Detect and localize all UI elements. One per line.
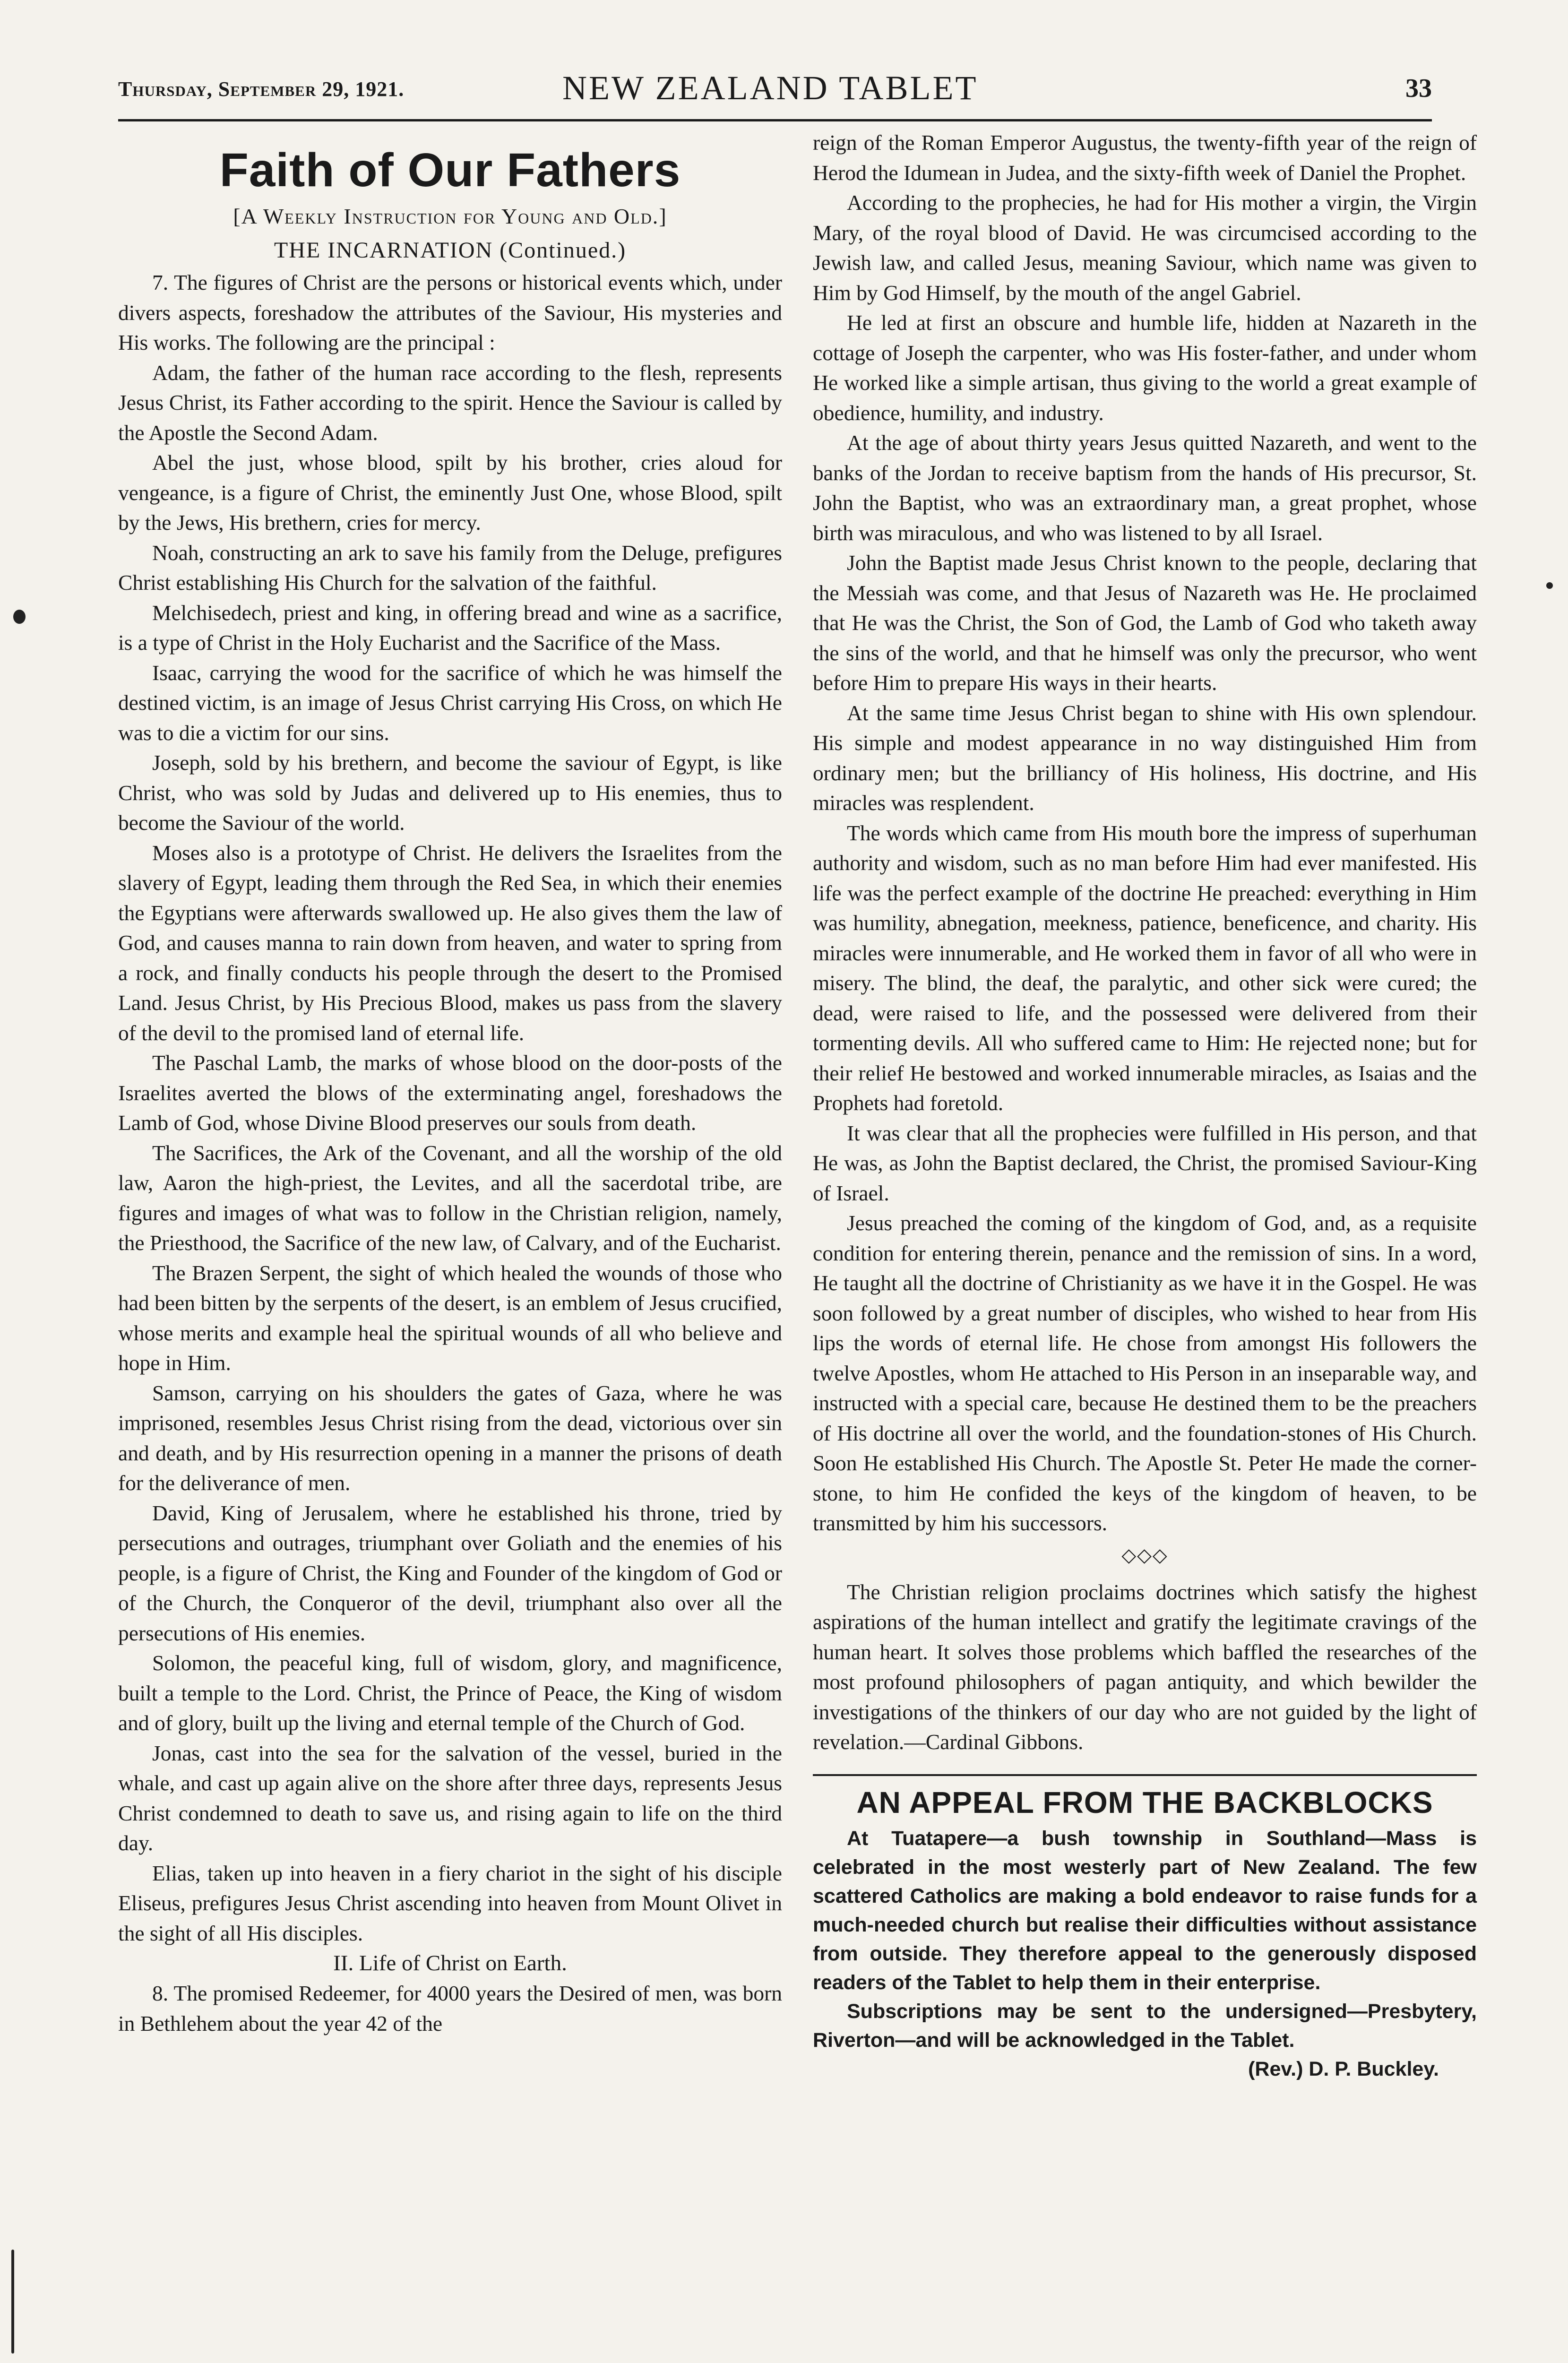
appeal-signature: (Rev.) D. P. Buckley. — [1248, 2057, 1439, 2080]
paragraph: 7. The figures of Christ are the persons or historical events which, under divers aspects, foreshadow the attributes of the Saviour, His mysteries and His works. The following are the principal : — [118, 270, 782, 354]
paragraph: Jesus preached the coming of the kingdom of God, and, as a requisite condition for entering therein, penance and the remission of sins. In a word, He taught all the doctrine of Christianity as we have it in the Gospel. He was soon followed by a great number of disciples, who wished to hear from His lips the words of eternal life. He chose from amongst His followers the twelve Apostles, whom He attached to His Person in an inseparable way, and instructed with a special care, because He destined them to be the preachers of His doctrine all over the world, and the foundation-stones of His Church. Soon He established His Church. The Apostle St. Peter He made the corner-stone, to him He confided the keys of the kingdom of heaven, to be transmitted by him his successors. — [813, 1211, 1477, 1535]
paragraph: According to the prophecies, he had for His mother a virgin, the Virgin Mary, of the royal blood of David. He was circumcised according to the Jewish law, and called Jesus, meaning Saviour, which name was given to Him by God Himself, by the mouth of the angel Gabriel. — [813, 190, 1477, 305]
masthead-rule — [118, 119, 1432, 121]
paragraph: The Sacrifices, the Ark of the Covenant, and all the worship of the old law, Aaron the high-priest, the Levites, and all the sacerdotal tribe, are figures and images of what was to follow in the Christian religion, namely, the Priesthood, the Sacrifice of the new law, of Calvary, and of the Eucharist. — [118, 1140, 782, 1255]
ink-speck — [11, 2250, 14, 2354]
paragraph: Adam, the father of the human race according to the flesh, represents Jesus Christ, its Father according to the spirit. Hence the Saviour is called by the Apostle the Second Adam. — [118, 360, 782, 445]
paragraph: Melchisedech, priest and king, in offering bread and wine as a sacrifice, is a type of Christ in the Holy Eucharist and the Sacrifice of the Mass. — [118, 600, 782, 655]
section-two-title: II. Life of Christ on Earth. — [333, 1951, 567, 1975]
subhead-open-bracket: [A — [233, 204, 263, 228]
right-column — [813, 128, 1477, 2084]
paragraph: Noah, constructing an ark to save his family from the Deluge, prefigures Christ establishing His Church for the salvation of the faithful. — [118, 540, 782, 595]
paragraph: 8. The promised Redeemer, for 4000 years the Desired of men, was born in Bethlehem about the year 42 of the — [118, 1981, 782, 2035]
paragraph: Solomon, the peaceful king, full of wisdom, glory, and magnificence, built a temple to the Lord. Christ, the Prince of Peace, the King of wisdom and of glory, built up the living and eternal temple of the Church of God. — [118, 1651, 782, 1735]
paragraph: At the same time Jesus Christ began to shine with His own splendour. His simple and modest appearance in no way distinguished Him from ordinary men; but the brilliancy of His holiness, His doctrine, and His miracles was resplendent. — [813, 700, 1477, 815]
paragraph: The Brazen Serpent, the sight of which healed the wounds of those who had been bitten by the serpents of the desert, is an emblem of Jesus crucified, whose merits and example heal the spiritual wounds of all who believe and hope in Him. — [118, 1260, 783, 1375]
left-column — [118, 128, 782, 2038]
appeal-notice — [813, 1781, 1477, 2084]
subhead-close-bracket: ] — [659, 204, 667, 228]
appeal-top-rule — [813, 1774, 1477, 1776]
paragraph: John the Baptist made Jesus Christ known to the people, declaring that the Messiah was come, and that Jesus of Nazareth was He. He proclaimed that He was the Christ, the Son of God, the Lamb of God who taketh away the sins of the world, and that he himself was only the precursor, who went before Him to prepare His ways in their hearts. — [813, 551, 1477, 695]
paragraph: Jonas, cast into the sea for the salvation of the vessel, buried in the whale, and cast up again alive on the shore after three days, represents Jesus Christ condemned to death to save us, and rising again to life on the third day. — [118, 1741, 782, 1855]
paragraph: Isaac, carrying the wood for the sacrifice of which he was himself the destined victim, is an image of Jesus Christ carrying His Cross, on which He was to die a victim for our sins. — [118, 660, 782, 745]
paragraph: Moses also is a prototype of Christ. He delivers the Israelites from the slavery of Egypt, leading them through the Red Sea, in which their enemies the Egyptians were afterwards swallowed up. He also gives them the law of God, and causes manna to rain down from heaven, and water to spring from a rock, and finally conducts his people through the desert to the Promised Land. Jesus Christ, by His Precious Blood, makes us pass from the slavery of the devil to the promised land of eternal life. — [118, 840, 782, 1045]
paragraph: David, King of Jerusalem, where he established his throne, tried by persecutions and outrages, triumphant over Goliath and the enemies of his people, is a figure of Christ, the King and Founder of the kingdom of God or of the Church, the Conqueror of the devil, triumphant also over all the persecutions of His enemies. — [118, 1501, 782, 1645]
appeal-paragraph: Subscriptions may be sent to the undersigned—Presbytery, Riverton—and will be acknowledged in the Tablet. — [813, 2000, 1477, 2052]
paragraph: The words which came from His mouth bore the impress of superhuman authority and wisdom, such as no man before Him had ever manifested. His life was the perfect example of the doctrine He preached: everything in Him was humility, abnegation, meekness, patience, beneficence, and charity. His miracles were innumerable, and He worked them in favor of all who were in misery. The blind, the deaf, the paralytic, and other sick were cured; the dead, were raised to life, and the possessed were delivered from their tormenting devils. All who suffered came to Him: He rejected none; but for their relief He bestowed and worked innumerable miracles, as Isaias and the Prophets had foretold. — [813, 820, 1477, 1115]
quote-block — [813, 1577, 1477, 1757]
subhead-text: Weekly Instruction for Young and Old. — [263, 204, 659, 228]
appeal-title: AN APPEAL FROM THE BACKBLOCKS — [856, 1785, 1433, 1820]
masthead — [118, 69, 1432, 121]
paragraph: It was clear that all the prophecies were fulfilled in His person, and that He was, as John the Baptist declared, the Christ, the promised Saviour-King of Israel. — [813, 1121, 1477, 1205]
paragraph: The Paschal Lamb, the marks of whose blood on the door-posts of the Israelites averted the blows of the exterminating angel, foreshadows the Lamb of God, whose Divine Blood preserves our souls from death. — [118, 1051, 782, 1135]
article-headline: Faith of Our Fathers — [219, 144, 681, 197]
section-title: THE INCARNATION (Continued.) — [274, 238, 627, 263]
ink-speck — [13, 610, 26, 624]
ink-speck — [1546, 582, 1553, 589]
paragraph-continuation: reign of the Roman Emperor Augustus, the twenty-fifth year of the reign of Herod the Idumean in Judea, and the sixty-fifth week of Daniel the Prophet. — [813, 130, 1477, 185]
ornament-divider: ◇◇◇ — [1121, 1544, 1168, 1566]
issue-date: Thursday, September 29, 1921. — [118, 78, 405, 101]
paragraph: Abel the just, whose blood, spilt by his brother, cries aloud for vengeance, is a figure of Christ, the eminently Just One, whose Blood, spilt by the Jews, His brethern, cries for mercy. — [118, 450, 782, 535]
quote-text: The Christian religion proclaims doctrines which satisfy the highest aspirations of the human intellect and gratify the legitimate cravings of the human heart. It solves those problems which baffled the researches of the most profound philosophers of pagan antiquity, and which bewilder the investigations of the thinkers of our day who are not guided by the light of revelation.—Cardinal Gibbons. — [813, 1579, 1477, 1754]
paragraph: At the age of about thirty years Jesus quitted Nazareth, and went to the banks of the Jordan to receive baptism from the hands of His precursor, St. John the Baptist, who was an extraordinary man, a great prophet, whose birth was miraculous, and who was listened to by all Israel. — [813, 431, 1477, 545]
page-number: 33 — [1405, 74, 1432, 103]
article-subhead — [118, 201, 782, 232]
newspaper-title: NEW ZEALAND TABLET — [562, 69, 978, 107]
paragraph: He led at first an obscure and humble life, hidden at Nazareth in the cottage of Joseph the carpenter, who was His foster-father, and under whom He worked like a simple artisan, thus giving to the world a great example of obedience, humility, and industry. — [813, 310, 1477, 425]
paragraph: Samson, carrying on his shoulders the gates of Gaza, where he was imprisoned, resembles Jesus Christ rising from the dead, victorious over sin and death, and by His resurrection opening in a manner the prisons of death for the deliverance of men. — [118, 1380, 782, 1495]
paragraph: Elias, taken up into heaven in a fiery chariot in the sight of his disciple Eliseus, prefigures Jesus Christ ascending into heaven from Mount Olivet in the sight of all His disciples. — [118, 1861, 782, 1945]
appeal-paragraph: At Tuatapere—a bush township in Southland—Mass is celebrated in the most westerly part of New Zealand. The few scattered Catholics are making a bold endeavor to raise funds for a much-needed church but realise their difficulties without assistance from outside. They therefore appeal to the generously disposed readers of the Tablet to help them in their enterprise. — [813, 1827, 1477, 1994]
paragraph: Joseph, sold by his brethern, and become the saviour of Egypt, is like Christ, who was sold by Judas and delivered up to His enemies, thus to become the Saviour of the world. — [118, 750, 782, 835]
